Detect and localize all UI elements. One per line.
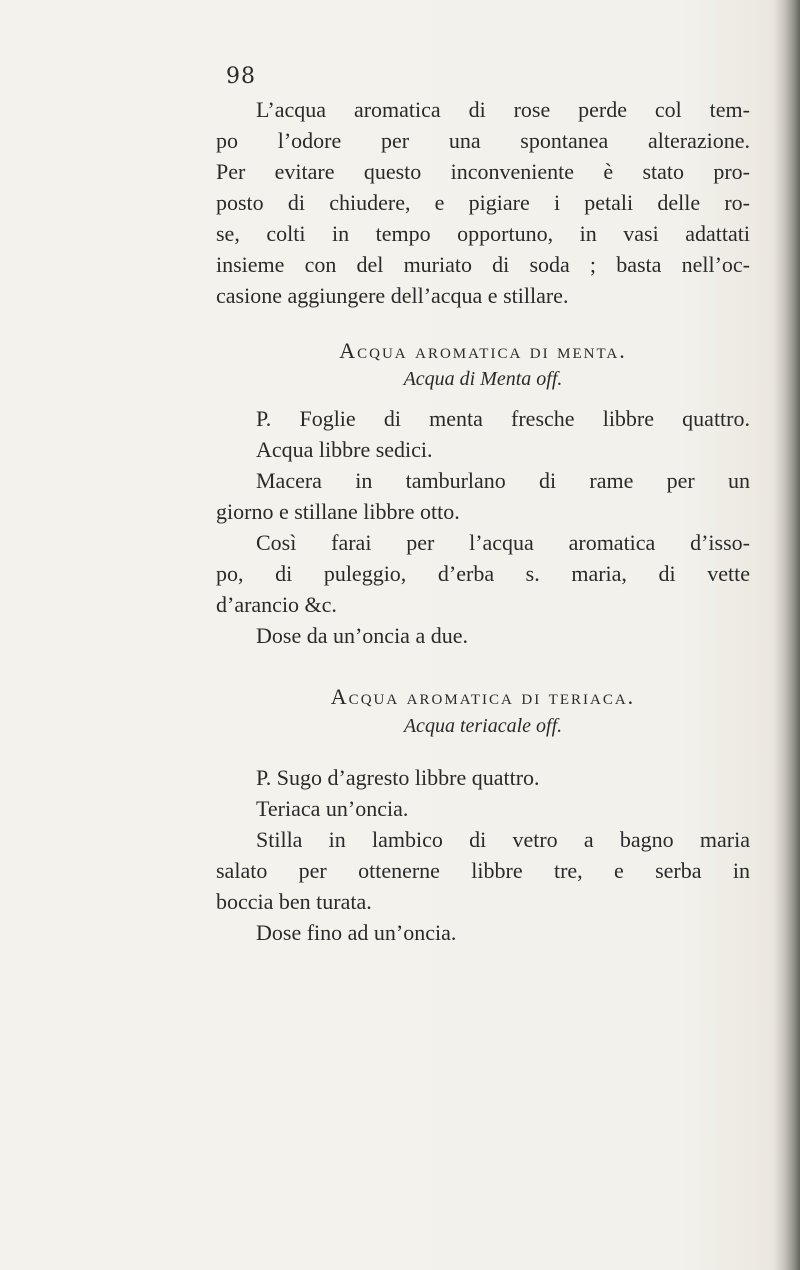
intro-paragraph [216,94,750,311]
text-line: insieme con del muriato di soda ; basta nell’oc- [216,252,750,277]
section-body-menta [216,403,750,651]
text-line: salato per ottenerne libbre tre, e serba in [216,858,750,883]
text-line: posto di chiudere, e pigiare i petali delle ro- [216,190,750,215]
text-line: po, di puleggio, d’erba s. maria, di vette [216,561,750,586]
text-line: Dose da un’oncia a due. [256,623,468,648]
text-line: P. Foglie di menta fresche libbre quattro. [256,406,750,431]
text-line: Teriaca un’oncia. [256,796,409,821]
text-line: Stilla in lambico di vetro a bagno maria [256,827,750,852]
section-heading-teriaca: Acqua aromatica di teriaca. [330,684,636,709]
text-line: Acqua libbre sedici. [256,437,433,462]
page-number: 98 [226,64,256,89]
section-heading-menta: Acqua aromatica di menta. [339,338,627,363]
text-line: P. Sugo d’agresto libbre quattro. [256,765,540,790]
section-body-teriaca [216,762,750,948]
text-line: po l’odore per una spontanea alterazione. [216,128,750,153]
section-subheading-teriaca: Acqua teriacale off. [403,715,563,737]
text-line: d’arancio &c. [216,592,337,617]
text-line: Dose fino ad un’oncia. [256,920,457,945]
section-subheading-menta: Acqua di Menta off. [403,368,563,390]
text-line: L’acqua aromatica di rose perde col tem- [256,97,750,122]
text-line: se, colti in tempo opportuno, in vasi adattati [216,221,750,246]
text-line: casione aggiungere dell’acqua e stillare. [216,283,569,308]
text-line: boccia ben turata. [216,889,372,914]
text-line: Per evitare questo inconveniente è stato pro- [216,159,750,184]
text-line: Macera in tamburlano di rame per un [256,468,750,493]
text-line: giorno e stillane libbre otto. [216,499,460,524]
page-edge-shadow [774,0,800,1270]
text-line: Così farai per l’acqua aromatica d’isso- [256,530,750,555]
